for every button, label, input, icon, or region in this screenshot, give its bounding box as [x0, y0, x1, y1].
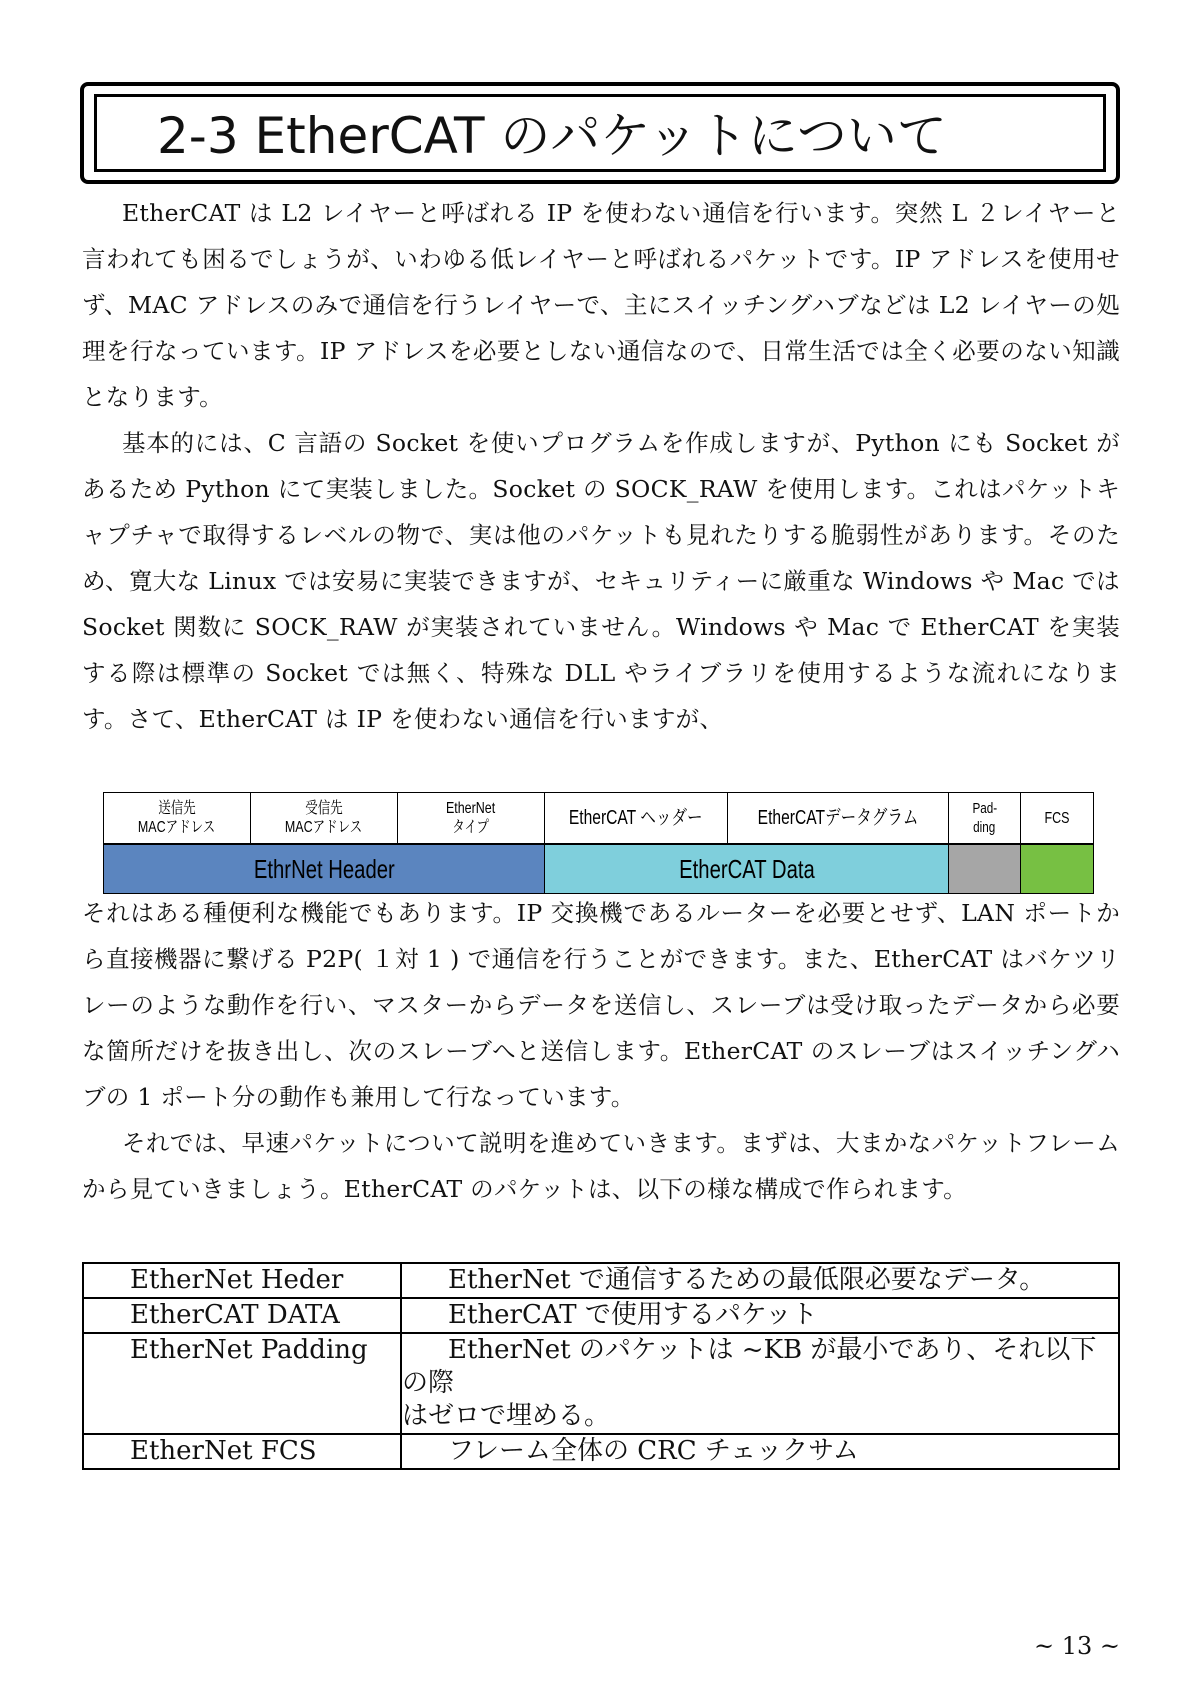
diagram-field-fcs: FCS: [1020, 792, 1094, 844]
table-key: EtherNet Padding: [83, 1333, 401, 1434]
packet-diagram: [103, 792, 1098, 896]
page-number: ~ 13 ~: [1033, 1632, 1120, 1660]
diagram-segment-fcs: [1020, 844, 1094, 894]
paragraph: それでは、早速パケットについて説明を進めていきます。まずは、大まかなパケットフレームから見ていきましょう。EtherCAT のパケットは、以下の様な構成で作られます。: [82, 1129, 1120, 1203]
section-title: 2-3 EtherCAT のパケットについて: [157, 107, 947, 165]
table-key: EtherNet Heder: [83, 1263, 401, 1298]
diagram-field-src-mac: 送信先 MACアドレス: [103, 792, 251, 844]
section-title-inner-frame: [94, 94, 1106, 172]
body-text: [82, 890, 1120, 1212]
table-value: EtherCAT で使用するパケット: [401, 1298, 1119, 1333]
paragraph: EtherCAT は L2 レイヤーと呼ばれる IP を使わない通信を行います。突然 L ２レイヤーと言われても困るでしょうが、いわゆる低レイヤーと呼ばれるパケットです。IP アドレスを使用せず、MAC アドレスのみで通信を行うレイヤーで、主にスイッチングハブなどは L2 レイヤーの処理を行なっています。IP アドレスを必要としない通信なので、日常生活では全く必要のない知識となります。: [82, 199, 1120, 411]
diagram-field-padding: Pad- ding: [948, 792, 1021, 844]
table-value: EtherNet で通信するための最低限必要なデータ。: [401, 1263, 1119, 1298]
diagram-field-ethercat-datagram: EtherCATデータグラム: [727, 792, 949, 844]
table-key: EtherCAT DATA: [83, 1298, 401, 1333]
table-row: [83, 1434, 1119, 1469]
packet-summary-table: [82, 1262, 1120, 1470]
diagram-field-ethercat-header: EtherCAT ヘッダー: [544, 792, 728, 844]
table-row: [83, 1263, 1119, 1298]
diagram-segment-ethernet-header: EthrNet Header: [103, 844, 545, 894]
table-key: EtherNet FCS: [83, 1434, 401, 1469]
section-title-frame: [80, 82, 1120, 184]
table-row: [83, 1298, 1119, 1333]
diagram-segment-ethercat-data: EtherCAT Data: [544, 844, 949, 894]
paragraph: 基本的には、C 言語の Socket を使いプログラムを作成しますが、Python にも Socket があるため Python にて実装しました。Socket の SOCK_RAW を使用します。これはパケットキャプチャで取得するレベルの物で、実は他のパケットも見れたりする脆弱性があります。そのため、寛大な Linux では安易に実装できますが、セキュリティーに厳重な Windows や Mac では Socket 関数に SOCK_RAW が実装されていません。Windows や Mac で EtherCAT を実装する際は標準の Socket では無く、特殊な DLL やライブラリを使用するような流れになります。さて、EtherCAT は IP を使わない通信を行いますが、: [82, 429, 1120, 733]
intro-text: [82, 190, 1120, 742]
table-value: EtherNet のパケットは ~KB が最小であり、それ以下の際 はゼロで埋める。: [401, 1333, 1119, 1434]
diagram-field-ethertype: EtherNet タイプ: [397, 792, 545, 844]
diagram-field-dst-mac: 受信先 MACアドレス: [250, 792, 398, 844]
table-row: [83, 1333, 1119, 1434]
table-value: フレーム全体の CRC チェックサム: [401, 1434, 1119, 1469]
diagram-segment-padding: [948, 844, 1021, 894]
paragraph: それはある種便利な機能でもあります。IP 交換機であるルーターを必要とせず、LAN ポートから直接機器に繋げる P2P( １対 1 ) で通信を行うことができます。また、EtherCAT はバケツリレーのような動作を行い、マスターからデータを送信し、スレーブは受け取ったデータから必要な箇所だけを抜き出し、次のスレーブへと送信します。EtherCAT のスレーブはスイッチングハブの 1 ポート分の動作も兼用して行なっています。: [82, 899, 1120, 1111]
